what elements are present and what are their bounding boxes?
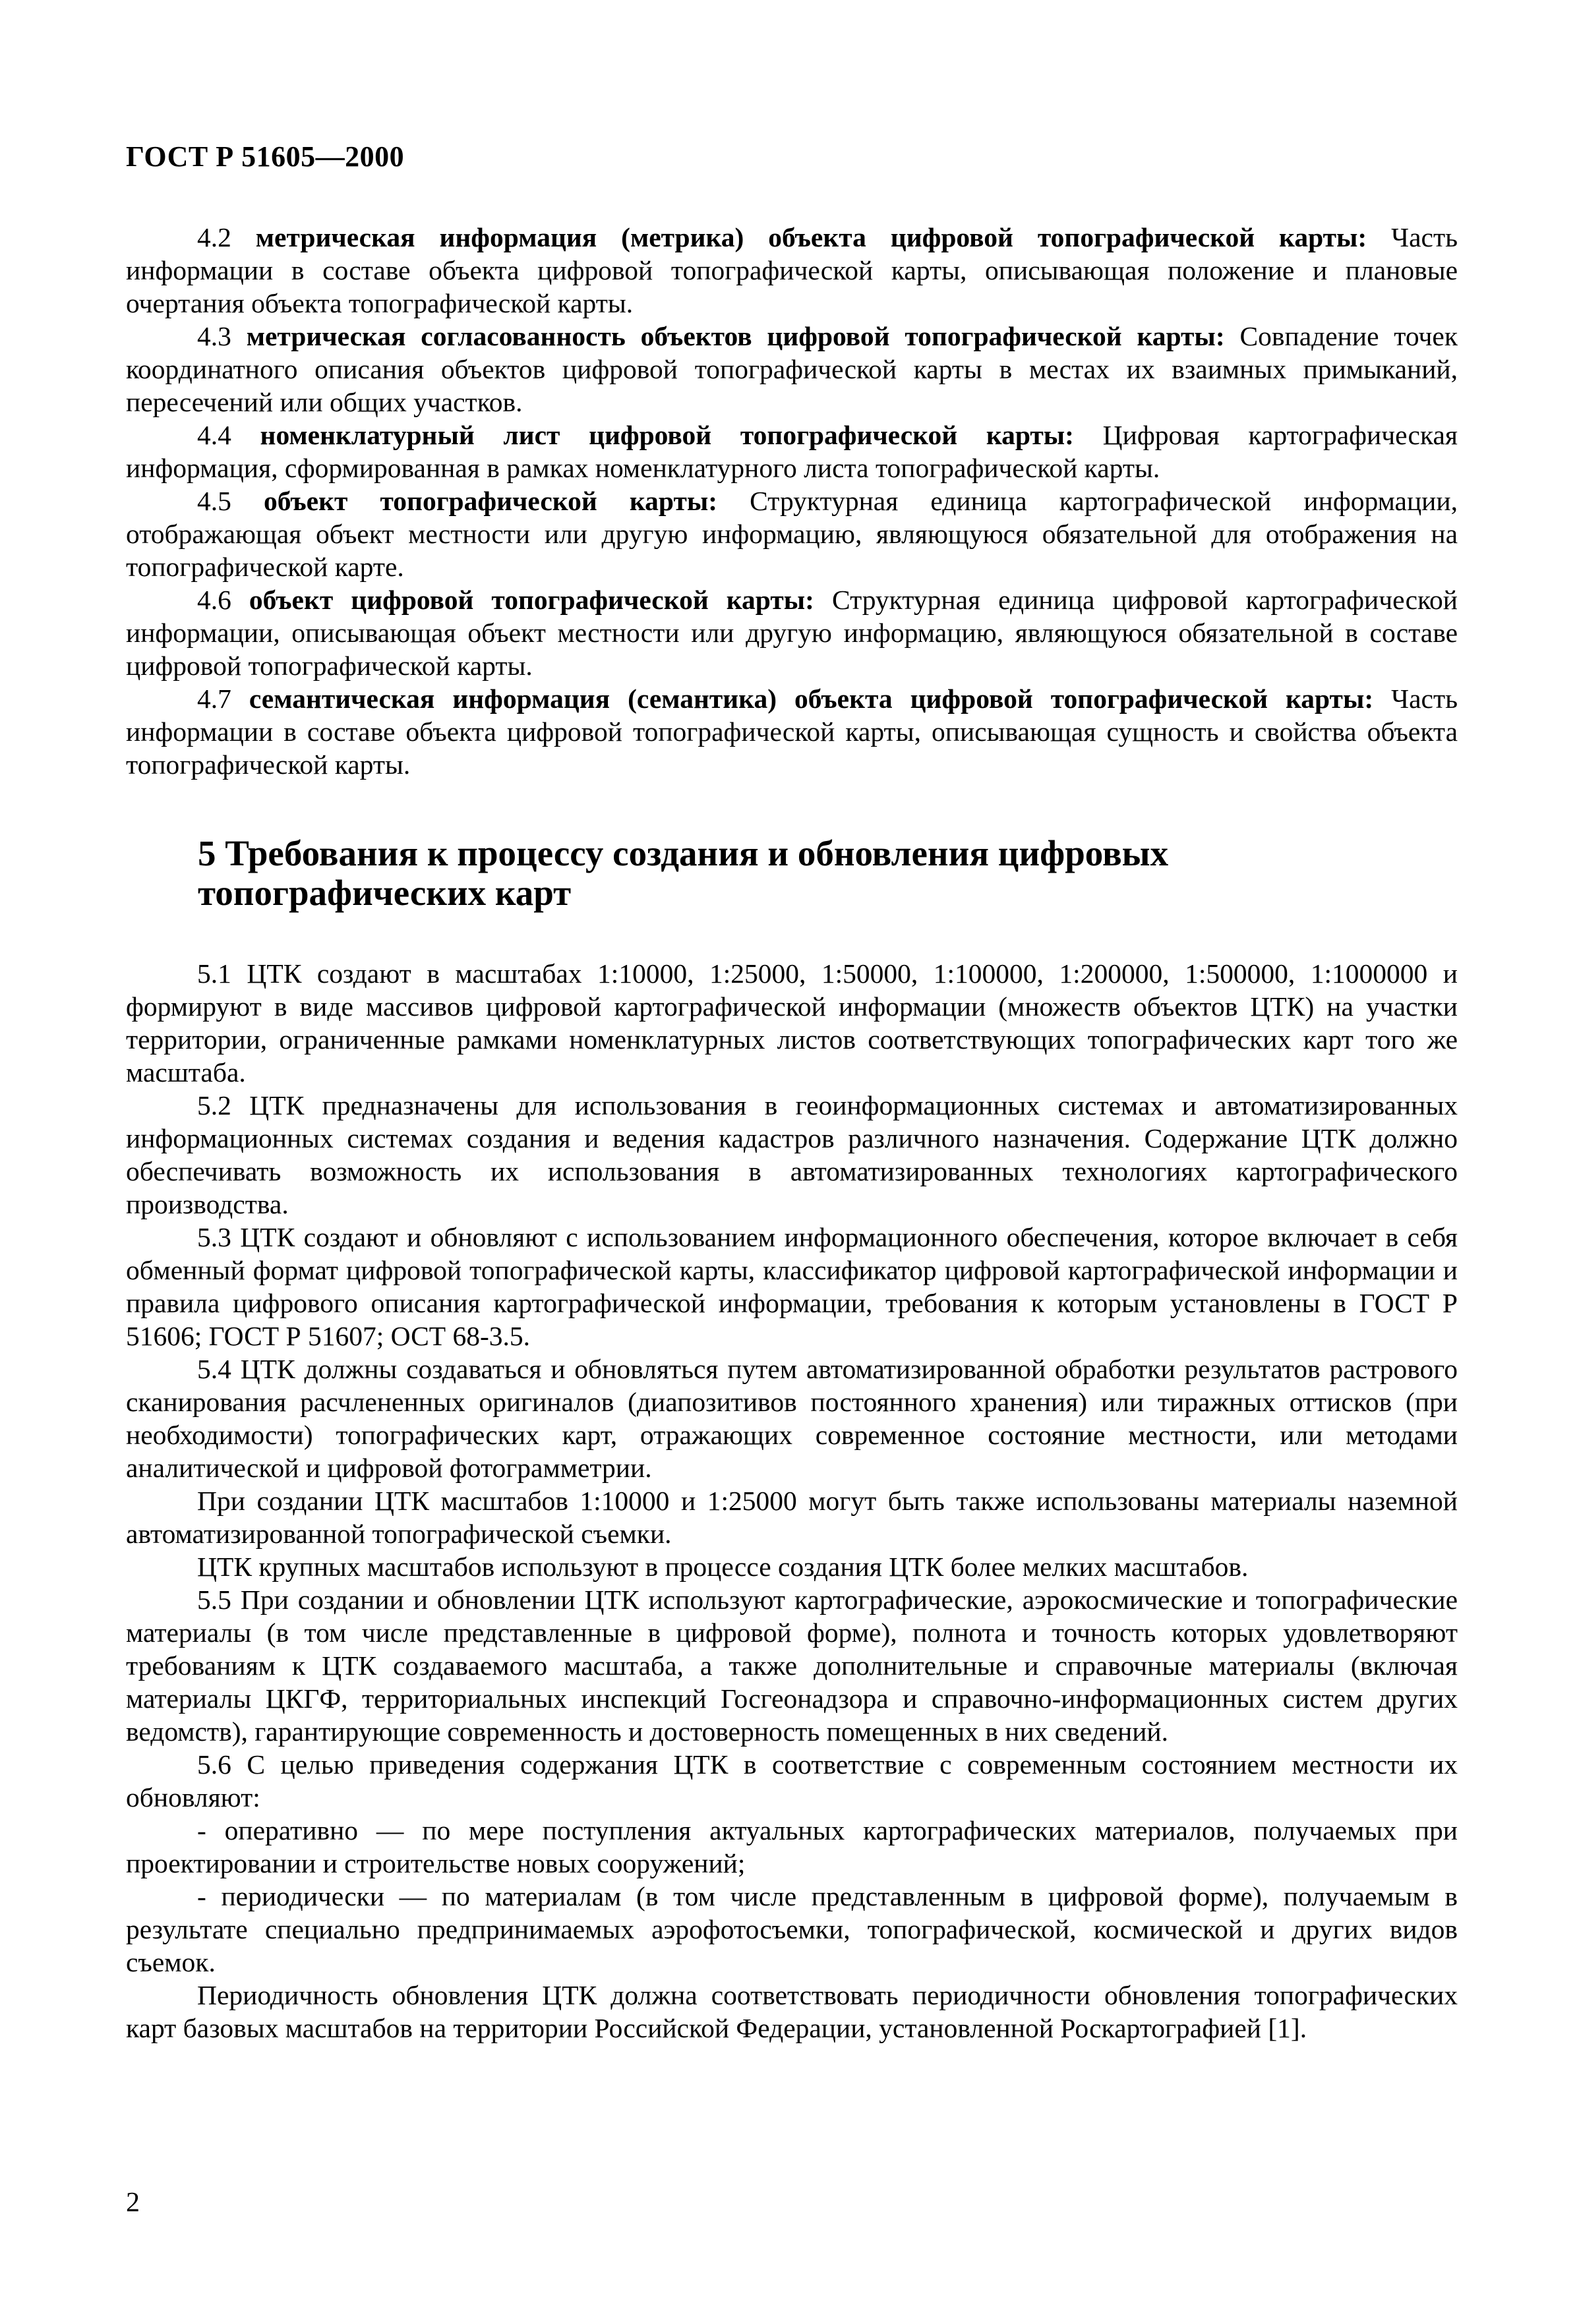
definition-4-5: 4.5 объект топографической карты: Структурная единица картографической информации, отображающая объект местности или другую информацию, являющуюся обязательной для отображения на топографической карте. xyxy=(126,486,1458,582)
definition-text: Совпадение точек координатного описания объектов цифровой топографической карты в местах их взаимных примыканий, пересечений или общих участков. xyxy=(126,321,1458,417)
definition-text: Структурная единица картографической информации, отображающая объект местности или другую информацию, являющуюся обязательной для отображения на топографической карте. xyxy=(126,486,1458,582)
definition-term: семантическая информация (семантика) объекта цифровой топографической карты: xyxy=(249,683,1374,714)
definition-text: Цифровая картографическая информация, сформированная в рамках номенклатурного листа топографической карты. xyxy=(126,420,1458,483)
paragraph-5-5: 5.5 При создании и обновлении ЦТК используют картографические, аэрокосмические и топографические материалы (в том числе представленные в цифровой форме), полнота и точность которых удовлетворяют требованиям к ЦТК создаваемого масштаба, а также дополнительные и справочные материалы (включая материалы ЦКГФ, территориальных инспекций Госгеонадзора и справочно-информационных систем других ведомств), гарантирующие современность и достоверность помещенных в них сведений. xyxy=(126,1584,1458,1747)
paragraph-5-2: 5.2 ЦТК предназначены для использования в геоинформационных системах и автоматизированных информационных системах создания и ведения кадастров различного назначения. Содержание ЦТК должно обеспечивать возможность их использования в автоматизированных технологиях картографического производства. xyxy=(126,1090,1458,1219)
section-title: 5 Требования к процессу создания и обновления цифровых топографических карт xyxy=(198,833,1169,913)
paragraph-5-1: 5.1 ЦТК создают в масштабах 1:10000, 1:25000, 1:50000, 1:100000, 1:200000, 1:500000, 1:1000000 и формируют в виде массивов цифровой картографической информации (множеств объектов ЦТК) на участки территории, ограниченные рамками номенклатурных листов соответствующих топографических карт того же масштаба. xyxy=(126,958,1458,1088)
paragraph-update-periodicity: Периодичность обновления ЦТК должна соответствовать периодичности обновления топографических карт базовых масштабов на территории Российской Федерации, установленной Роскартографией [1]. xyxy=(126,1980,1458,2043)
paragraph-large-scale-usage: ЦТК крупных масштабов используют в процессе создания ЦТК более мелких масштабов. xyxy=(197,1552,1249,1582)
definition-term: метрическая согласованность объектов цифровой топографической карты: xyxy=(246,321,1225,351)
paragraph-5-6: 5.6 С целью приведения содержания ЦТК в соответствие с современным состоянием местности их обновляют: xyxy=(126,1749,1458,1813)
definition-4-3: 4.3 метрическая согласованность объектов цифровой топографической карты: Совпадение точек координатного описания объектов цифровой топографической карты в местах их взаимных примыканий, пересечений или общих участков. xyxy=(126,321,1458,417)
definition-text: Часть информации в составе объекта цифровой топографической карты, описывающая сущность и свойства объекта топографической карты. xyxy=(126,683,1458,780)
paragraph-5-3: 5.3 ЦТК создают и обновляют с использованием информационного обеспечения, которое включает в себя обменный формат цифровой топографической карты, классификатор цифровой картографической информации и правила цифрового описания картографической информации, требования к которым установлены в ГОСТ Р 51606; ГОСТ Р 51607; ОСТ 68-3.5. xyxy=(126,1222,1458,1351)
definition-4-2: 4.2 метрическая информация (метрика) объекта цифровой топографической карты: Часть информации в составе объекта цифровой топографической карты, описывающая положение и плановые очертания объекта топографической карты. xyxy=(126,222,1458,318)
definition-4-4: 4.4 номенклатурный лист цифровой топографической карты: Цифровая картографическая информация, сформированная в рамках номенклатурного листа топографической карты. xyxy=(126,420,1458,483)
definition-term: метрическая информация (метрика) объекта цифровой топографической карты: xyxy=(255,222,1367,252)
document-header: ГОСТ Р 51605—2000 xyxy=(126,140,405,173)
definition-text: Часть информации в составе объекта цифровой топографической карты, описывающая положение и плановые очертания объекта топографической карты. xyxy=(126,222,1458,318)
definition-term: объект цифровой топографической карты: xyxy=(249,585,814,615)
paragraph-5-4: 5.4 ЦТК должны создаваться и обновляться путем автоматизированной обработки результатов растрового сканирования расчлененных оригиналов (диапозитивов постоянного хранения) или тиражных оттисков (при необходимости) топографических карт, отражающих современное состояние местности, или методами аналитической и цифровой фотограмметрии. xyxy=(126,1354,1458,1483)
definition-4-7: 4.7 семантическая информация (семантика) объекта цифровой топографической карты: Часть информации в составе объекта цифровой топографической карты, описывающая сущность и свойства объекта топографической карты. xyxy=(126,683,1458,780)
page-number: 2 xyxy=(126,2188,140,2218)
paragraph-large-scale-materials: При создании ЦТК масштабов 1:10000 и 1:25000 могут быть также использованы материалы наземной автоматизированной топографической съемки. xyxy=(126,1486,1458,1549)
section-body xyxy=(126,957,1458,2045)
definition-text: Структурная единица цифровой картографической информации, описывающая объект местности или другую информацию, являющуюся обязательной в составе цифровой топографической карты. xyxy=(126,585,1458,681)
definition-term: объект топографической карты: xyxy=(263,486,718,516)
list-item-operative-update: - оперативно — по мере поступления актуальных картографических материалов, получаемых при проектировании и строительстве новых сооружений; xyxy=(126,1815,1458,1878)
list-item-periodic-update: - периодически — по материалам (в том числе представленным в цифровой форме), получаемым в результате специально предпринимаемых аэрофотосъемки, топографической, космической и других видов съемок. xyxy=(126,1881,1458,1977)
definition-4-6: 4.6 объект цифровой топографической карты: Структурная единица цифровой картографической информации, описывающая объект местности или другую информацию, являющуюся обязательной в составе цифровой топографической карты. xyxy=(126,585,1458,681)
definition-term: номенклатурный лист цифровой топографической карты: xyxy=(260,420,1074,450)
definitions-block xyxy=(126,221,1458,781)
